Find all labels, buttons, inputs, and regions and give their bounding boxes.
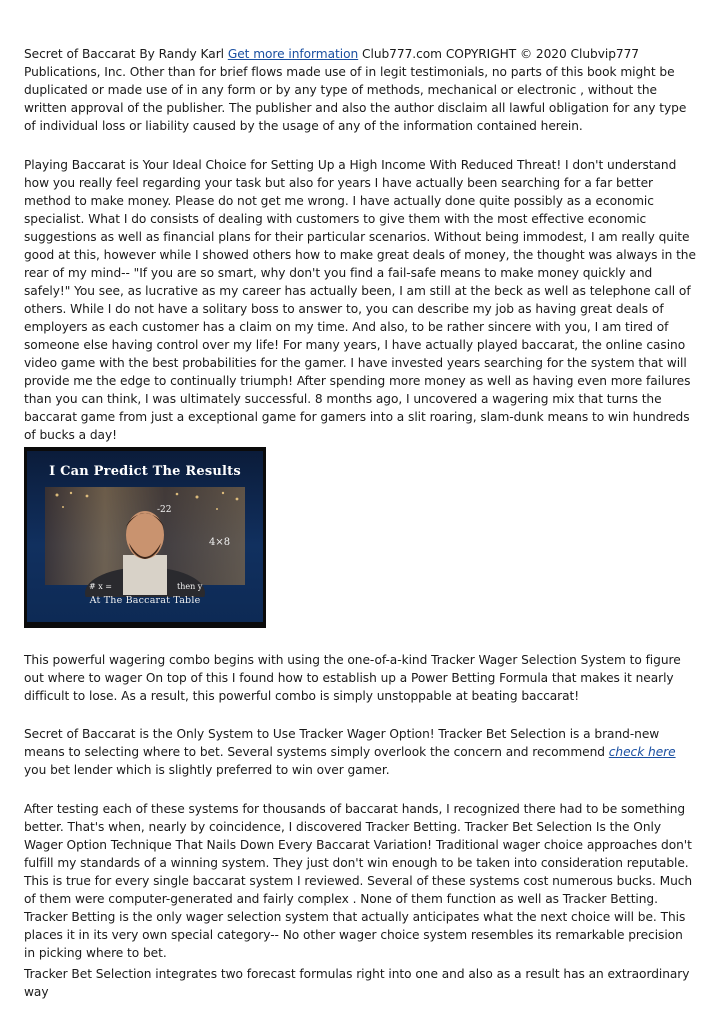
paragraph-copyright	[24, 45, 696, 135]
copyright-text-end: Club777.com COPYRIGHT © 2020 Clubvip777 Publications, Inc. Other than for brief flows made use of in legit testimonials, no parts of this book might be duplicated or made use of in any form or by any type of methods, mechanical or electronic , without the written approval of the publisher. The publisher and also the author disclaim all lawful obligation for any type of individual loss or liability caused by the usage of any of the information contained herein.	[24, 47, 687, 133]
scene-text-1: -22	[157, 505, 172, 515]
thumbnail-title: I Can Predict The Results	[49, 464, 241, 479]
copyright-text-start: Secret of Baccarat By Randy Karl	[24, 47, 228, 61]
scene-text-2: 4×8	[209, 537, 231, 548]
tracker-text-start: Secret of Baccarat is the Only System to Use Tracker Wager Option! Tracker Bet Selection is a brand-new means to selecting where to bet. Several systems simply overlook the concern and recommend	[24, 727, 660, 759]
tracker-text-end: you bet lender which is slightly preferred to win over gamer.	[24, 763, 390, 777]
paragraph-forecast: Tracker Bet Selection integrates two forecast formulas right into one and also as a result has an extraordinary way	[24, 967, 690, 999]
paragraph-combo: This powerful wagering combo begins with using the one-of-a-kind Tracker Wager Selection System to figure out where to wager On top of this I found how to establish up a Power Betting Formula that makes it nearly difficult to lose. As a result, this powerful combo is simply unstoppable at beating baccarat!	[24, 653, 681, 703]
thumbnail-caption: At The Baccarat Table	[89, 595, 201, 606]
baccarat-video-thumbnail	[24, 447, 266, 628]
scene-text-4: # x =	[89, 582, 113, 591]
check-here-link[interactable]: check here	[608, 745, 676, 759]
scene-text-3: then y	[177, 582, 203, 591]
get-more-information-link[interactable]: Get more information	[227, 47, 359, 61]
thumbnail-scene-image	[27, 485, 263, 597]
thumbnail-frame	[27, 451, 263, 622]
paragraph-testing: After testing each of these systems for thousands of baccarat hands, I recognized there had to be something better. That's when, nearly by coincidence, I discovered Tracker Betting. Tracker Bet Selection Is the Only Wager Option Technique That Nails Down Every Baccarat Variation! Traditional wager choice approaches don't fulfill my standards of a winning system. They just don't win enough to be taken into consideration reputable. This is true for every single baccarat system I reviewed. Several of these systems cost numerous bucks. Much of them were computer-generated and fairly complex . None of them function as well as Tracker Betting. Tracker Betting is the only wager selection system that actually anticipates what the next choice will be. This places it in its very own special category-- No other wager choice system resembles its remarkable precision in picking where to bet.	[24, 802, 693, 960]
paragraph-intro: Playing Baccarat is Your Ideal Choice for Setting Up a High Income With Reduced Threat! I don't understand how you really feel regarding your task but also for years I have actually been searching for a far better method to make money. Please do not get me wrong. I have actually done quite possibly as a economic specialist. What I do consists of dealing with customers to give them with the most effective economic suggestions as well as financial plans for their particular scenarios. Without being immodest, I am really quite good at this, however while I showed others how to make great deals of money, the thought was always in the rear of my mind-- "If you are so smart, why don't you find a fail-safe means to make money quickly and safely!" You see, as lucrative as my career has actually been, I am still at the beck as well as telephone call of others. While I do not have a solitary boss to answer to, you can describe my job as having great deals of employers as each customer has a claim on my time. And also, to be rather sincere with you, I am tired of someone else having control over my life! For many years, I have actually played baccarat, the online casino video game with the best probabilities for the gamer. I have invested years searching for the system that will provide me the edge to continually triumph! After spending more money as well as having even more failures than you can think, I was ultimately successful. 8 months ago, I uncovered a wagering mix that turns the baccarat game from just a exceptional game for gamers into a slit roaring, slam-dunk means to win hundreds of bucks a day!	[24, 158, 696, 442]
paragraph-tracker-option	[24, 725, 696, 779]
